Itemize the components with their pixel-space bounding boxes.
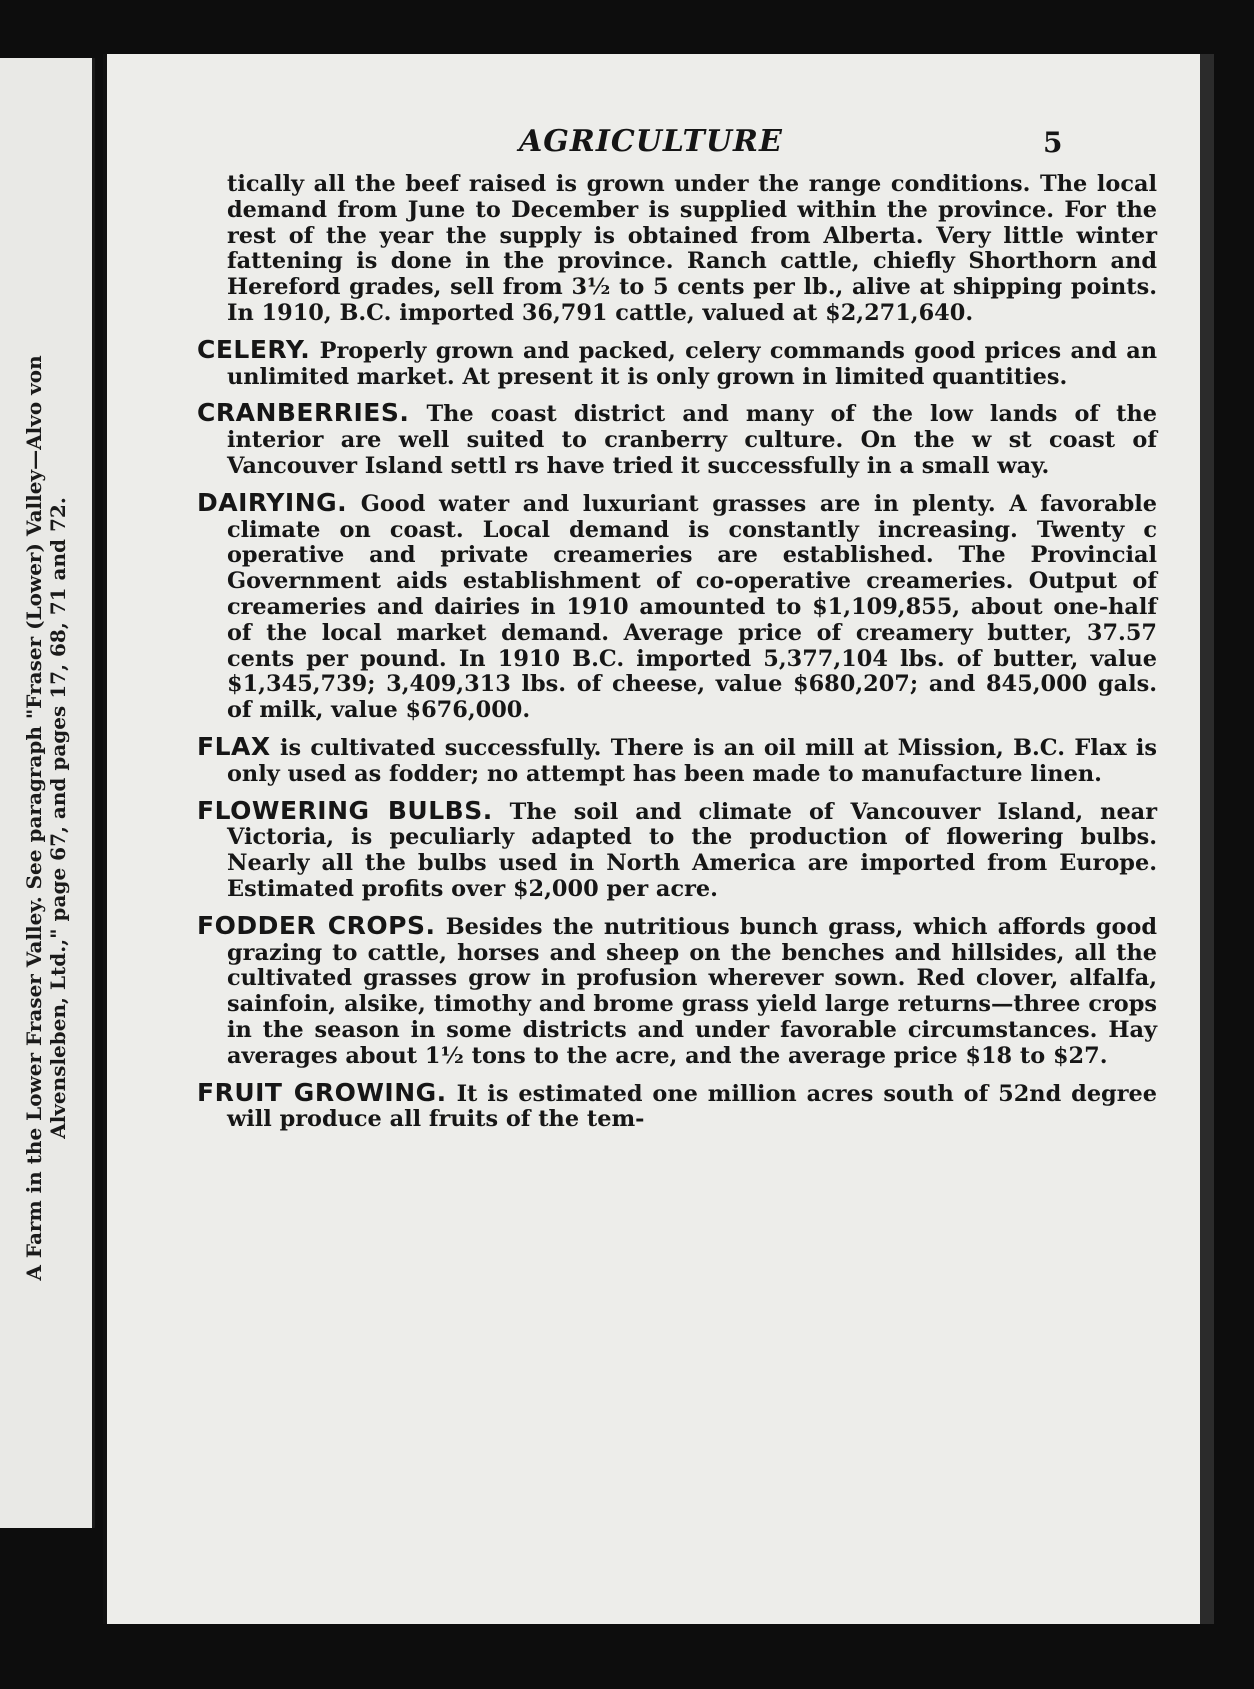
- entry-continued: [197, 172, 1157, 327]
- entry-heading: FLAX: [197, 731, 271, 761]
- caption-line-2: Alvensleben, Ltd.," page 67, and pages 17, 68, 71 and 72.: [46, 497, 70, 1139]
- entry-text: Properly grown and packed, celery commands good prices and an unlimited market. At present it is only grown in limited quantities.: [227, 337, 1157, 390]
- entry-text: tically all the beef raised is grown under the range conditions. The local demand from June to December is supplied within the province. For the rest of the year the supply is obtained from Alberta. Very little winter fattening is done in the province. Ranch cattle, chiefly Shorthorn and Hereford grades, sell from 3½ to 5 cents per lb., alive at shipping points. In 1910, B.C. imported 36,791 cattle, valued at $2,271,640.: [227, 171, 1157, 326]
- entry-text: The soil and climate of Vancouver Island, near Victoria, is peculiarly adapted to the production of flowering bulbs. Nearly all the bulbs used in North America are imported from Europe. Estimated profits over $2,000 per acre.: [227, 798, 1157, 902]
- entry-heading: DAIRYING.: [197, 487, 348, 517]
- page-header: [107, 124, 1200, 164]
- entry-text: Besides the nutritious bunch grass, which affords good grazing to cattle, horses and sheep on the benches and hillsides, all the cultivated grasses grow in profusion wherever sown. Red clover, alfalfa, sainfoin, alsike, timothy and brome grass yield large returns—three crops in the season in some districts and under favorable circumstances. Hay averages about 1½ tons to the acre, and the average price $18 to $27.: [227, 913, 1157, 1069]
- entry-text: Good water and luxuriant grasses are in plenty. A favorable climate on coast. Local demand is constantly increasing. Twenty c operative and private creameries are established. The Provincial Government aids establishment of co-operative creameries. Output of creameries and dairies in 1910 amounted to $1,109,855, about one-half of the local market demand. Average price of creamery butter, 37.57 cents per pound. In 1910 B.C. imported 5,377,104 lbs. of butter, value $1,345,739; 3,409,313 lbs. of cheese, value $680,207; and 845,000 gals. of milk, value $676,000.: [227, 490, 1158, 724]
- entry-flowering-bulbs: [197, 795, 1157, 903]
- entry-text: is cultivated successfully. There is an oil mill at Mission, B.C. Flax is only used as fodder; no attempt has been made to manufacture linen.: [227, 734, 1157, 787]
- book-page: [103, 54, 1214, 1624]
- page-number: 5: [1043, 126, 1063, 159]
- entry-fodder-crops: [197, 910, 1157, 1070]
- entry-text: It is estimated one million acres south of 52nd degree will produce all fruits of the tem-: [227, 1080, 1158, 1133]
- facing-page-strip: [0, 58, 95, 1528]
- running-head: AGRICULTURE: [519, 124, 783, 159]
- entry-dairying: [197, 487, 1158, 724]
- caption-line-1: A Farm in the Lower Fraser Valley. See paragraph "Fraser (Lower) Valley—Alvo von: [22, 355, 46, 1281]
- entry-cranberries: [197, 400, 1157, 479]
- entry-heading: CELERY.: [197, 334, 311, 364]
- entry-heading: FRUIT GROWING.: [197, 1077, 447, 1107]
- entry-text: The coast district and many of the low lands of the interior are well suited to cranberry culture. On the w st coast of Vancouver Island settl rs have tried it successfully in a small way.: [227, 401, 1158, 479]
- entry-flax: [197, 731, 1157, 788]
- entry-heading: FLOWERING BULBS.: [197, 795, 493, 825]
- entry-heading: FODDER CROPS.: [197, 910, 436, 940]
- entry-fruit-growing: [197, 1077, 1158, 1134]
- entry-celery: [197, 334, 1157, 391]
- facing-page-caption: [22, 158, 70, 1478]
- page-body: [197, 172, 1157, 1143]
- entry-heading: CRANBERRIES.: [197, 398, 410, 428]
